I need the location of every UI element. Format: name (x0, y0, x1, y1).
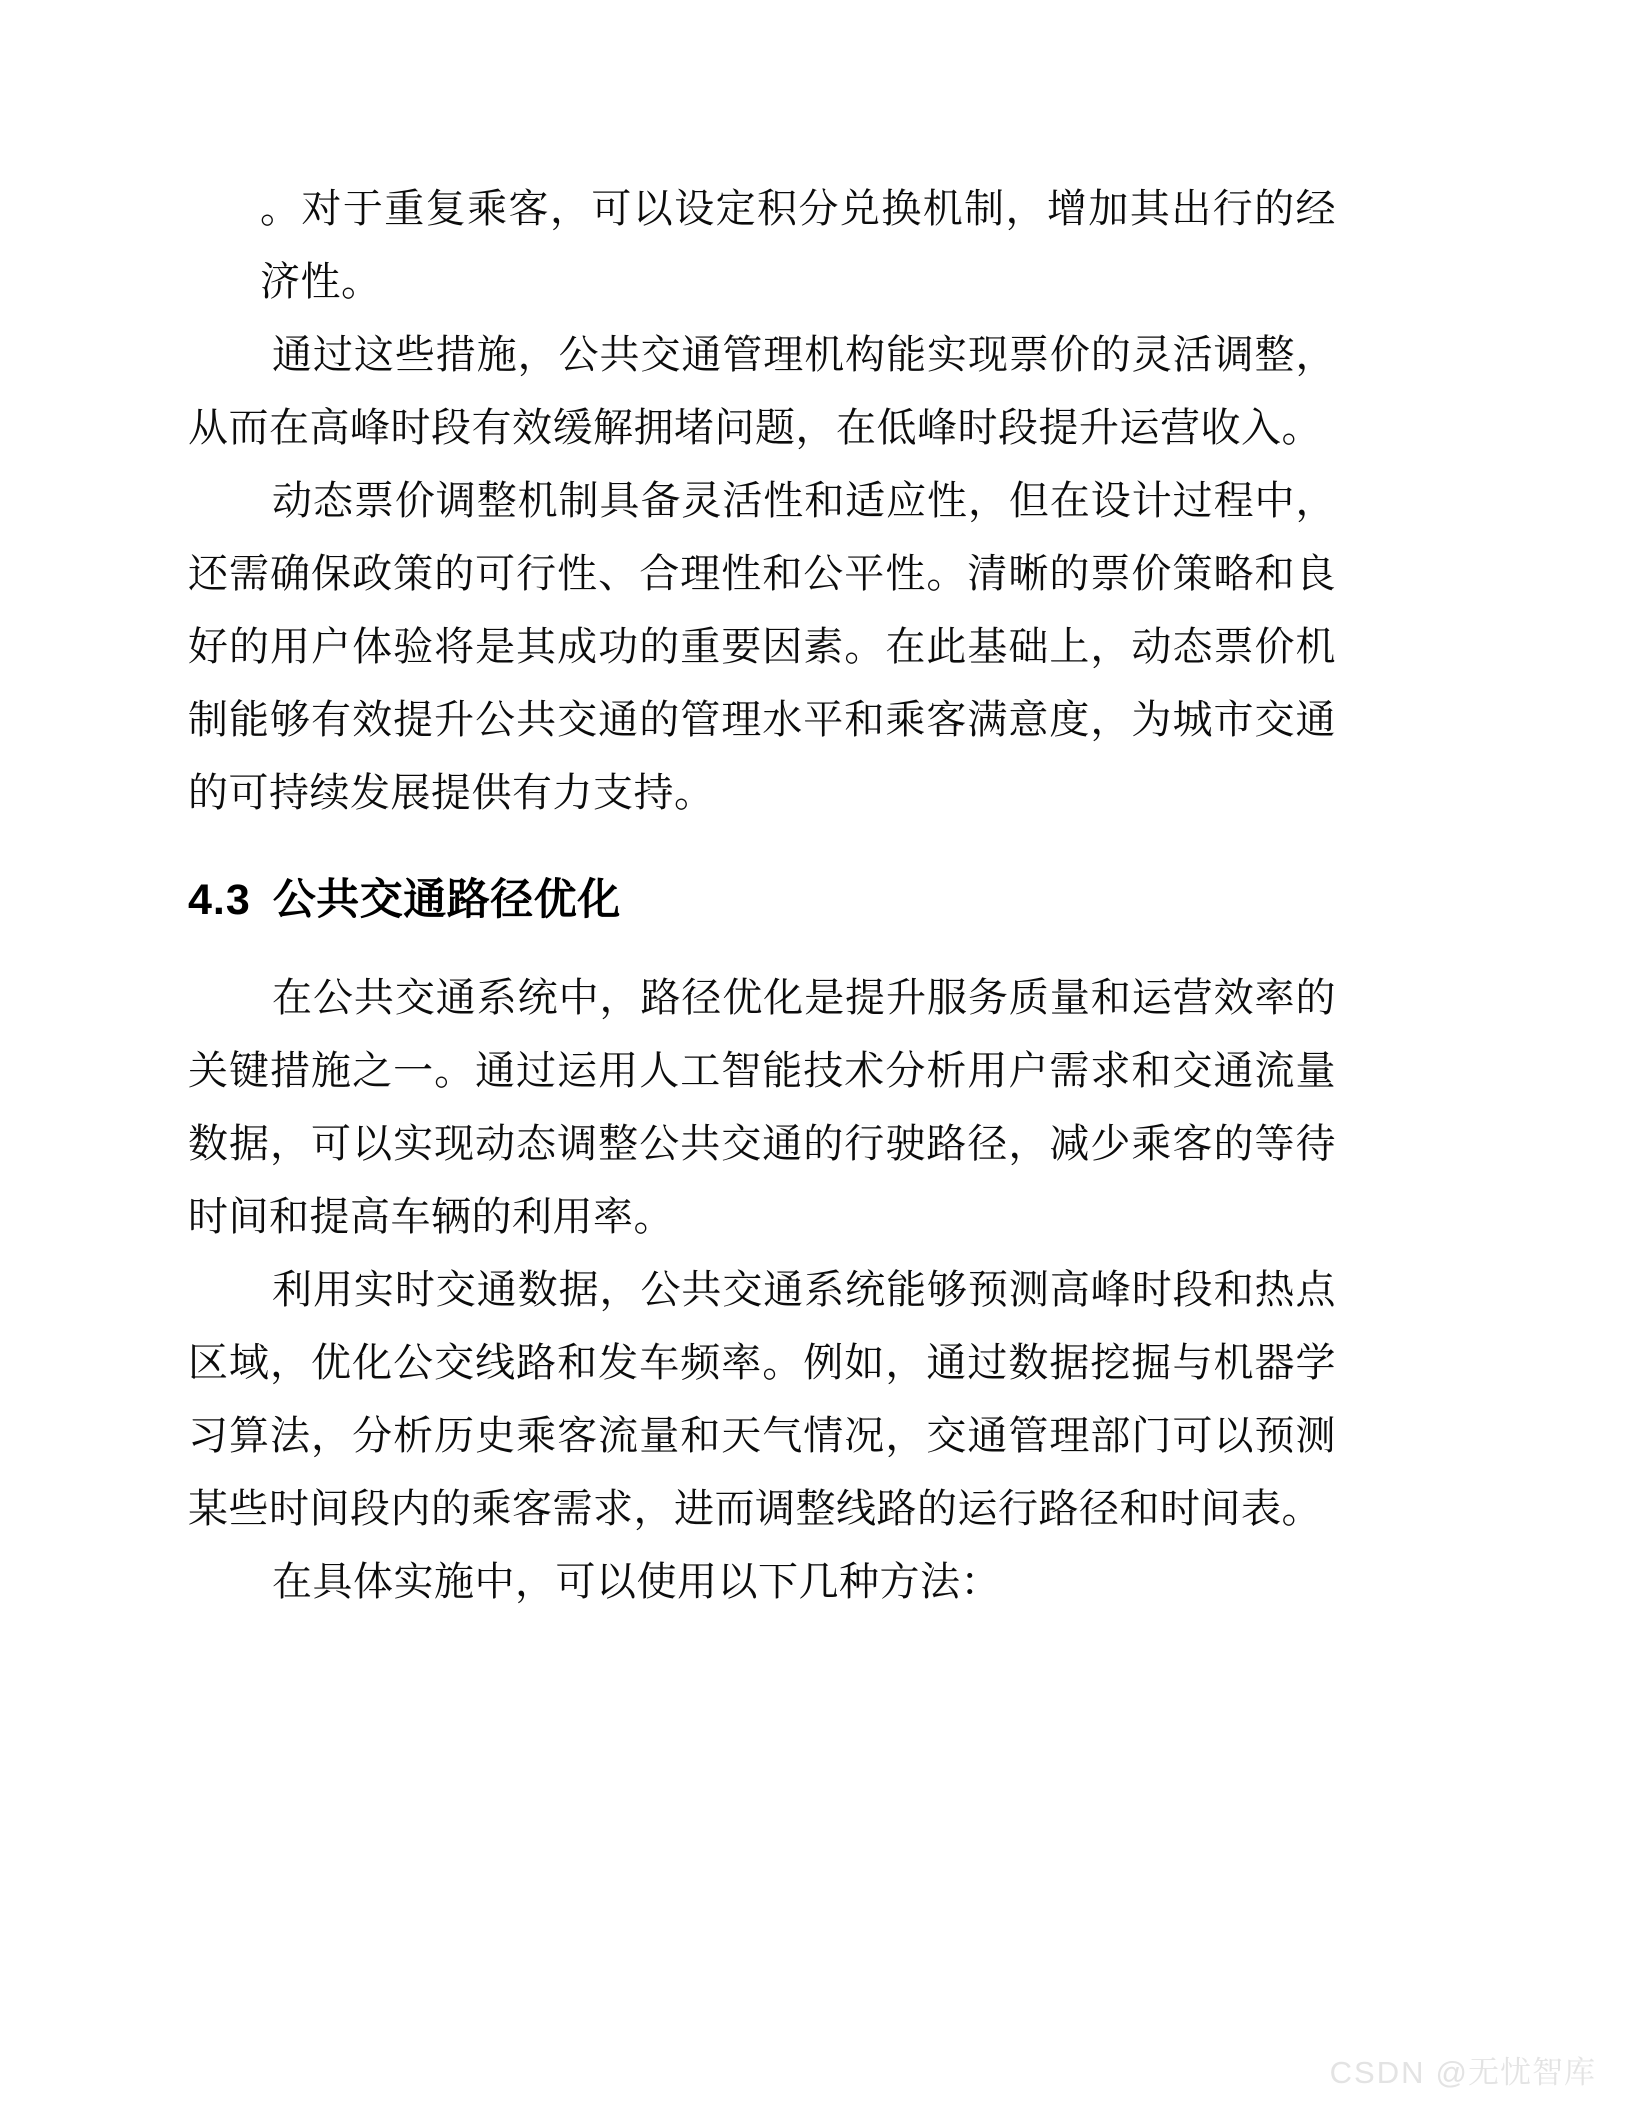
paragraph-realtime-traffic-data: 利用实时交通数据，公共交通系统能够预测高峰时段和热点区域，优化公交线路和发车频率。例如，通过数据挖掘与机器学习算法，分析历史乘客流量和天气情况，交通管理部门可以预测某些时间段内的乘客需求，进而调整线路的运行路径和时间表。 (188, 1267, 1336, 1531)
document-text-column (188, 172, 1336, 1618)
csdn-watermark (1330, 2047, 1596, 2092)
paragraph-route-optimization-intro: 在公共交通系统中，路径优化是提升服务质量和运营效率的关键措施之一。通过运用人工智能技术分析用户需求和交通流量数据，可以实现动态调整公共交通的行驶路径，减少乘客的等待时间和提高车辆的利用率。 (188, 975, 1336, 1239)
paragraph-fare-measures: 通过这些措施，公共交通管理机构能实现票价的灵活调整，从而在高峰时段有效缓解拥堵问题，在低峰时段提升运营收入。 (188, 332, 1336, 450)
watermark-username: @无忧智库 (1435, 2055, 1596, 2090)
spacer-after-heading (188, 931, 1336, 961)
section-heading-title: 公共交通路径优化 (272, 876, 621, 924)
section-heading-number: 4.3 (188, 876, 251, 924)
section-heading-4-3 (188, 869, 1336, 931)
paragraph-continuation: 。对于重复乘客，可以设定积分兑换机制，增加其出行的经济性。 (260, 186, 1336, 304)
spacer-before-heading (188, 829, 1336, 869)
watermark-brand: CSDN (1329, 2055, 1426, 2090)
paragraph-dynamic-fare-mechanism: 动态票价调整机制具备灵活性和适应性，但在设计过程中，还需确保政策的可行性、合理性和公平性。清晰的票价策略和良好的用户体验将是其成功的重要因素。在此基础上，动态票价机制能够有效提升公共交通的管理水平和乘客满意度，为城市交通的可持续发展提供有力支持。 (188, 478, 1336, 815)
paragraph-implementation-lead-in: 在具体实施中，可以使用以下几种方法： (272, 1559, 1001, 1604)
